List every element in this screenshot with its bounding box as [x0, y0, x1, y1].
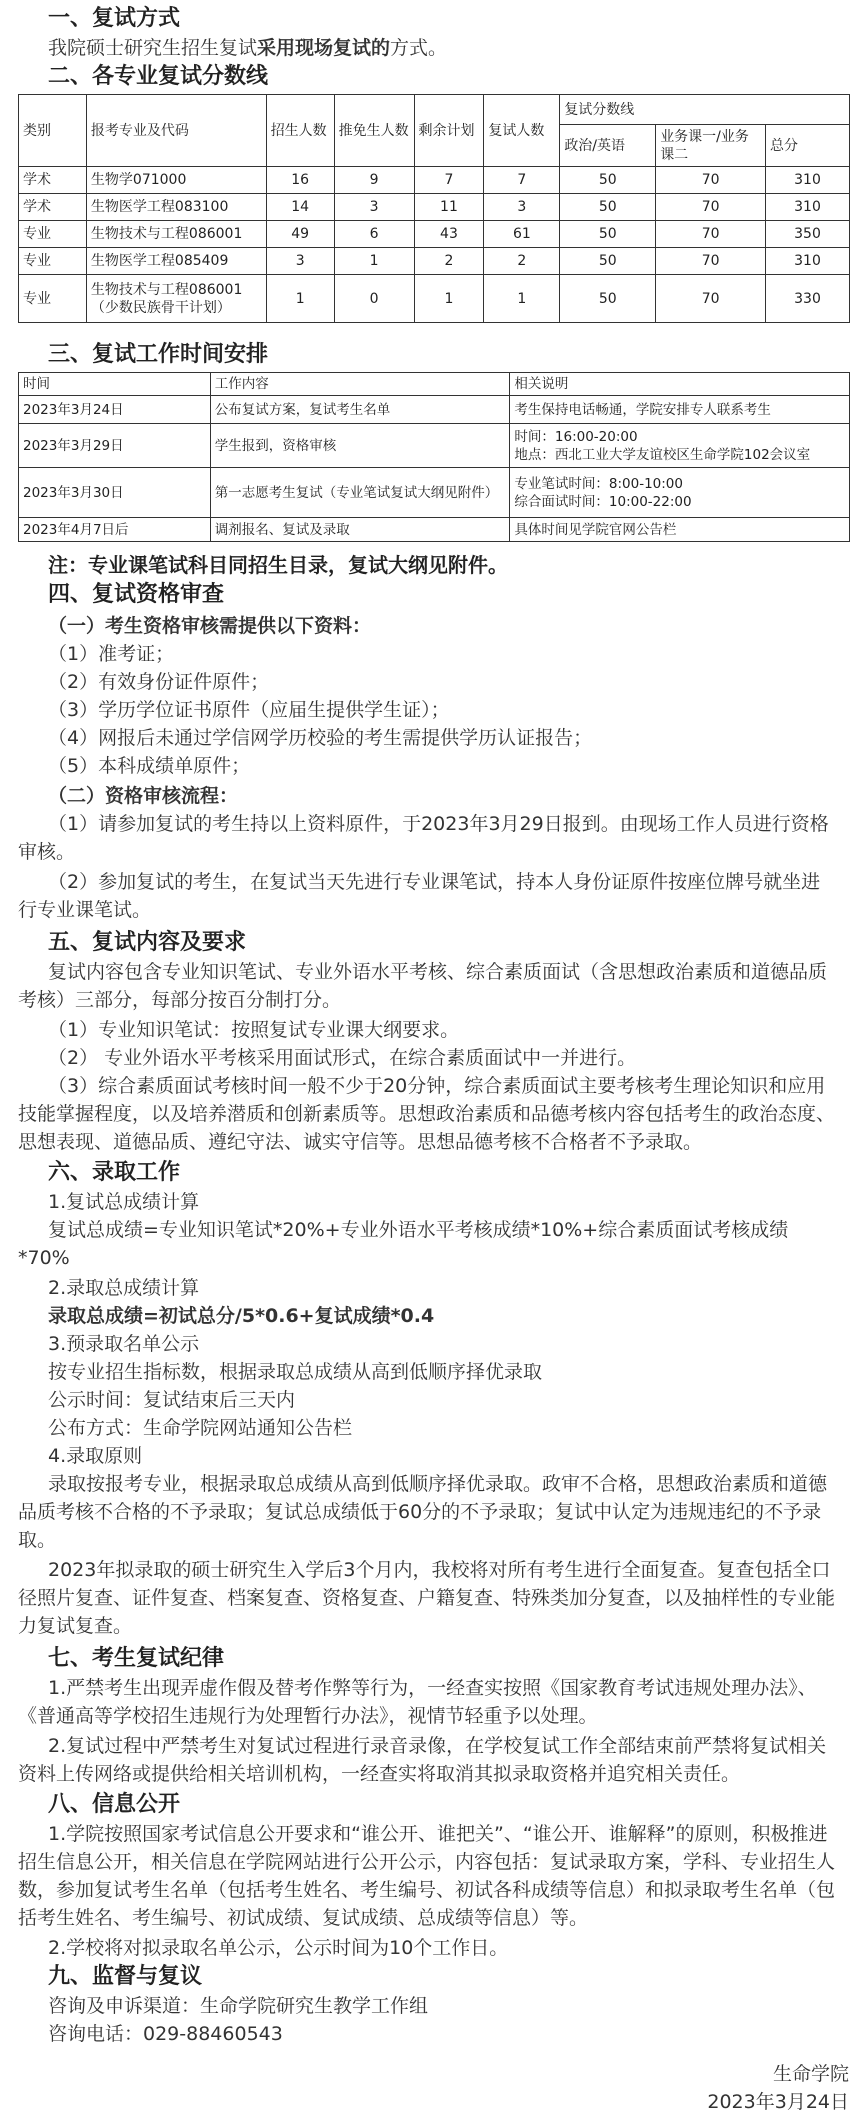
list-item: （2）有效身份证件原件；	[48, 671, 270, 693]
table-row: 学术 生物学071000 16 9 7 7 50 70 310	[19, 167, 850, 194]
section-6-l1: 按专业招生指标数，根据录取总成绩从高到低顺序择优录取	[48, 1361, 543, 1383]
score-table	[18, 94, 850, 323]
section-7-p1: 1.严禁考生出现弄虚作假及替考作弊等行为，一经查实按照《国家教育考试违规处理办法》、《普通高等学校招生违规行为处理暂行办法》，视情节轻重予以处理。	[18, 1677, 817, 1727]
list-item: （5）本科成绩单原件；	[48, 755, 251, 777]
section-6-r2: 2023年拟录取的硕士研究生入学后3个月内，我校将对所有考生进行全面复查。复查包括全口径照片复查、证件复查、档案复查、资格复查、户籍复查、特殊类加分复查，以及抽样性的专业能力复试复查。	[18, 1559, 836, 1637]
list-item: （4）网报后未通过学信网学历校验的考生需提供学历认证报告；	[48, 727, 593, 749]
section-6-h2: 2.录取总成绩计算	[48, 1277, 200, 1299]
table-row: 专业 生物技术与工程086001 （少数民族骨干计划） 1 0 1 1 50 70 330	[19, 275, 850, 323]
header-total: 总分	[766, 125, 850, 167]
section-2-title: 二、各专业复试分数线	[48, 64, 269, 89]
signature-date: 2023年3月24日	[707, 2091, 849, 2113]
header-score: 复试分数线	[560, 95, 850, 125]
section-5-item1: （1）专业知识笔试：按照复试专业课大纲要求。	[48, 1019, 460, 1041]
header-time: 时间	[19, 373, 211, 396]
section-8-p1: 1.学院按照国家考试信息公开要求和“谁公开、谁把关”、“谁公开、谁解释”的原则，积极推进招生信息公开，相关信息在学院网站进行公开公示，内容包括：复试录取方案，学科、专业招生人数，参加复试考生名单（包括考生姓名、考生编号、初试各科成绩等信息）和拟录取考生名单（包括考生姓名、考生编号、初试成绩、复试成绩、总成绩等信息）等。	[18, 1823, 836, 1929]
list-item: （1）准考证；	[48, 643, 175, 665]
section-5-item3: （3）综合素质面试考核时间一般不少于20分钟，综合素质面试主要考核考生理论知识和应用技能掌握程度，以及培养潜质和创新素质等。思想政治素质和品德考核内容包括考生的政治态度、思想表现、道德品质、遵纪守法、诚实守信等。思想品德考核不合格者不予录取。	[18, 1075, 836, 1153]
document-list	[0, 640, 610, 780]
section-9-title: 九、监督与复议	[48, 1964, 203, 1989]
header-retest: 复试人数	[484, 95, 560, 167]
header-remain: 剩余计划	[414, 95, 484, 167]
retest-formula: 复试总成绩=专业知识笔试*20%+专业外语水平考核成绩*10%+综合素质面试考核成绩*70%	[18, 1219, 789, 1269]
table-row: 2023年3月24日 公布复试方案，复试考生名单 考生保持电话畅通，学院安排专人联系考生	[19, 396, 850, 424]
list-item: （3）学历学位证书原件（应届生提供学生证）；	[48, 699, 450, 721]
section-6-title: 六、录取工作	[48, 1160, 181, 1185]
section-1-title: 一、复试方式	[48, 6, 181, 31]
table-row: 2023年4月7日后 调剂报名、复试及录取 具体时间见学院官网公告栏	[19, 518, 850, 542]
review-flow-2: （2）参加复试的考生，在复试当天先进行专业课笔试，持本人身份证原件按座位牌号就坐进行专业课笔试。	[18, 871, 821, 921]
table-row: 专业 生物医学工程085409 3 1 2 2 50 70 310	[19, 248, 850, 275]
header-politics: 政治/英语	[560, 125, 656, 167]
section-1-text: 我院硕士研究生招生复试采用现场复试的方式。	[48, 37, 448, 59]
section-9-l1: 咨询及申诉渠道：生命学院研究生教学工作组	[48, 1995, 429, 2017]
section-4-sub2: （二）资格审核流程：	[48, 785, 239, 807]
section-3-title: 三、复试工作时间安排	[48, 342, 269, 367]
header-exempt: 推免生人数	[334, 95, 414, 167]
contact-phone: 咨询电话：029-88460543	[48, 2023, 283, 2045]
section-6-l3: 公布方式：生命学院网站通知公告栏	[48, 1417, 353, 1439]
section-5-item2: （2） 专业外语水平考核采用面试形式，在综合素质面试中一并进行。	[48, 1047, 637, 1069]
table-row: 专业 生物技术与工程086001 49 6 43 61 50 70 350	[19, 221, 850, 248]
section-7-p2: 2.复试过程中严禁考生对复试过程进行录音录像，在学校复试工作全部结束前严禁将复试相关资料上传网络或提供给相关培训机构，一经查实将取消其拟录取资格并追究相关责任。	[18, 1735, 827, 1785]
schedule-footnote: 注：专业课笔试科目同招生目录，复试大纲见附件。	[48, 553, 508, 577]
header-type: 类别	[19, 95, 87, 167]
section-4-sub1: （一）考生资格审核需提供以下资料：	[48, 615, 372, 637]
review-flow-1: （1）请参加复试的考生持以上资料原件，于2023年3月29日报到。由现场工作人员进行资格审核。	[18, 813, 829, 863]
section-4-title: 四、复试资格审查	[48, 582, 225, 607]
header-enroll: 招生人数	[266, 95, 334, 167]
section-6-l2: 公示时间：复试结束后三天内	[48, 1389, 296, 1411]
table-row: 2023年3月30日 第一志愿考生复试（专业笔试复试大纲见附件） 专业笔试时间：8:00-10:00 综合面试时间：10:00-22:00	[19, 468, 850, 518]
admission-formula: 录取总成绩=初试总分/5*0.6+复试成绩*0.4	[48, 1305, 435, 1327]
section-6-h3: 3.预录取名单公示	[48, 1333, 200, 1355]
header-note: 相关说明	[510, 373, 850, 396]
section-5-intro: 复试内容包含专业知识笔试、专业外语水平考核、综合素质面试（含思想政治素质和道德品质考核）三部分，每部分按百分制打分。	[18, 961, 828, 1011]
section-6-r1: 录取按报考专业，根据录取总成绩从高到低顺序择优录取。政审不合格，思想政治素质和道德品质考核不合格的不予录取；复试总成绩低于60分的不予录取；复试中认定为违规违纪的不予录取。	[18, 1473, 828, 1551]
header-course: 业务课一/业务课二	[656, 125, 766, 167]
table-row: 2023年3月29日 学生报到，资格审核 时间：16:00-20:00 地点：西北工业大学友谊校区生命学院102会议室	[19, 424, 850, 468]
signature-org: 生命学院	[772, 2063, 849, 2085]
section-8-title: 八、信息公开	[48, 1792, 181, 1817]
header-major: 报考专业及代码	[86, 95, 266, 167]
section-7-title: 七、考生复试纪律	[48, 1646, 225, 1671]
section-8-p2: 2.学校将对拟录取名单公示，公示时间为10个工作日。	[48, 1937, 509, 1959]
section-6-h4: 4.录取原则	[48, 1445, 143, 1467]
table-row: 学术 生物医学工程083100 14 3 11 3 50 70 310	[19, 194, 850, 221]
section-6-h1: 1.复试总成绩计算	[48, 1191, 200, 1213]
header-content: 工作内容	[210, 373, 510, 396]
section-5-title: 五、复试内容及要求	[48, 930, 247, 955]
schedule-table	[18, 372, 850, 542]
